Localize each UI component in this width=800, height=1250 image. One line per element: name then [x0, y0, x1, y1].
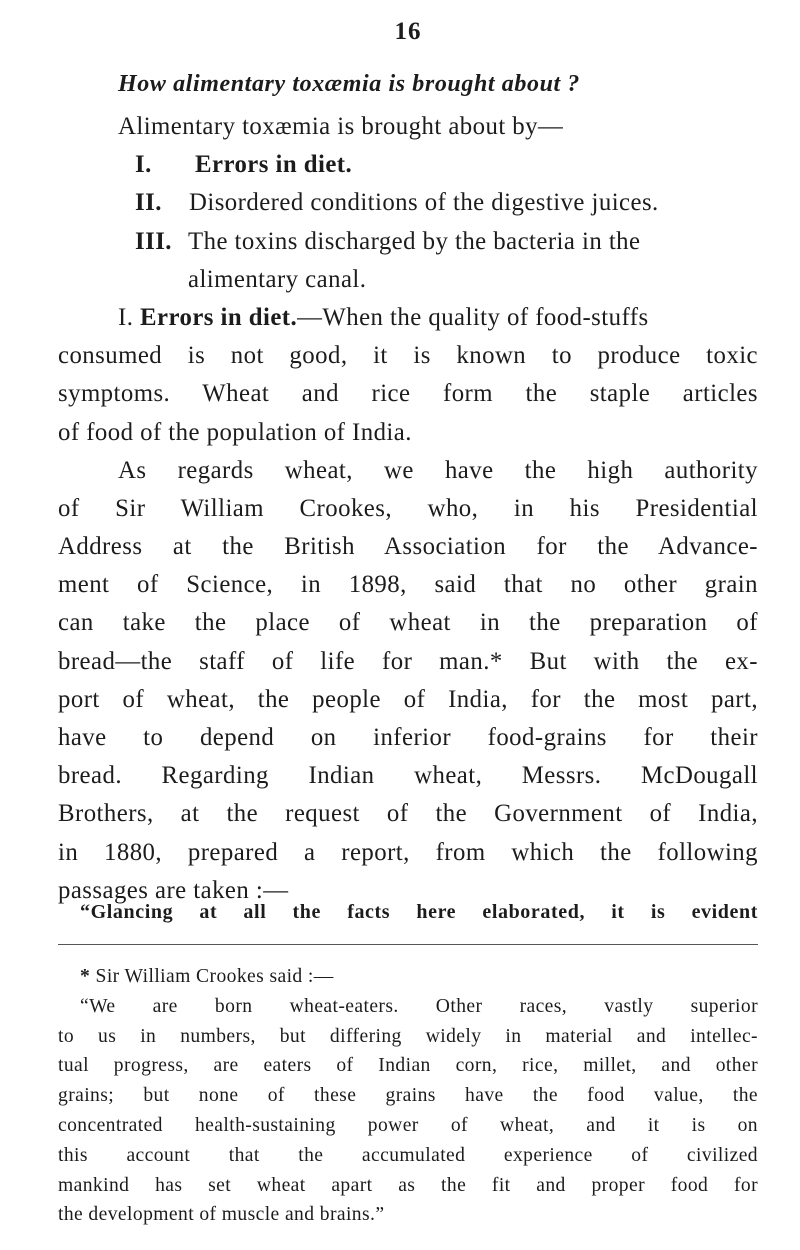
paragraph-line: passages are taken :—	[58, 876, 289, 904]
paragraph-line: Brothers, at the request of the Government of India,	[58, 800, 758, 828]
paragraph-line: Address at the British Association for the Advance-	[58, 533, 758, 561]
paragraph-line: ment of Science, in 1898, said that no other grain	[58, 571, 758, 599]
list-item-text: Disordered conditions of the digestive juices.	[189, 189, 659, 217]
section-number: I.	[118, 303, 134, 331]
section-lead-line	[58, 299, 758, 337]
list-item	[58, 223, 758, 261]
footnote-divider	[58, 944, 758, 945]
list-item-text: The toxins discharged by the bacteria in the	[188, 227, 641, 255]
footnote-marker: *	[80, 966, 91, 987]
page-number: 16	[394, 18, 422, 45]
quote-opening: “Glancing at all the facts here elaborated, it is evident	[80, 901, 758, 923]
paragraph-line: symptoms. Wheat and rice form the staple articles	[58, 380, 758, 408]
footnote-intro	[58, 962, 758, 992]
footnote-line: this account that the accumulated experience of civilized	[58, 1144, 758, 1166]
paragraph-line: bread—the staff of life for man.* But with the ex-	[58, 647, 758, 675]
footnote-line: mankind has set wheat apart as the fit and proper food for	[58, 1174, 758, 1196]
section-lead-text: —When the quality of food-stuffs	[297, 303, 649, 331]
footnote-line: concentrated health-sustaining power of wheat, and it is on	[58, 1114, 758, 1136]
intro-line: Alimentary toxæmia is brought about by—	[118, 113, 564, 140]
section-heading: How alimentary toxæmia is brought about ?	[118, 71, 581, 97]
footnote-line: “We are born wheat-eaters. Other races, vastly superior	[80, 995, 758, 1017]
list-item-number: II.	[135, 189, 162, 217]
paragraph-line: port of wheat, the people of India, for the most part,	[58, 685, 758, 713]
paragraph-line: As regards wheat, we have the high authority	[118, 456, 758, 484]
list-item	[58, 184, 758, 222]
paragraph-line: in 1880, prepared a report, from which the following	[58, 838, 758, 866]
list-item	[58, 146, 758, 184]
footnote-line: the development of muscle and brains.”	[58, 1204, 385, 1226]
list-item-text: Errors in diet.	[195, 151, 353, 179]
paragraph-line: of food of the population of India.	[58, 418, 412, 446]
paragraph-line: of Sir William Crookes, who, in his Presidential	[58, 494, 758, 522]
paragraph-line: bread. Regarding Indian wheat, Messrs. McDougall	[58, 762, 758, 790]
footnote-line: tual progress, are eaters of Indian corn, rice, millet, and other	[58, 1055, 758, 1077]
footnote	[58, 962, 758, 1230]
paragraph-line: consumed is not good, it is known to produce toxic	[58, 342, 758, 370]
list-item-continuation: alimentary canal.	[188, 265, 367, 293]
list-item-number: III.	[135, 227, 172, 255]
section-lead: Errors in diet.	[140, 303, 298, 331]
footnote-intro-text: Sir William Crookes said :—	[95, 966, 334, 987]
footnote-line: to us in numbers, but differing widely in material and intellec-	[58, 1025, 758, 1047]
main-text	[58, 108, 758, 910]
list-item-number: I.	[135, 151, 152, 179]
paragraph-line: can take the place of wheat in the preparation of	[58, 609, 758, 637]
paragraph-line: have to depend on inferior food-grains for their	[58, 724, 758, 751]
book-page	[58, 0, 758, 1250]
footnote-line: grains; but none of these grains have the food value, the	[58, 1085, 758, 1107]
